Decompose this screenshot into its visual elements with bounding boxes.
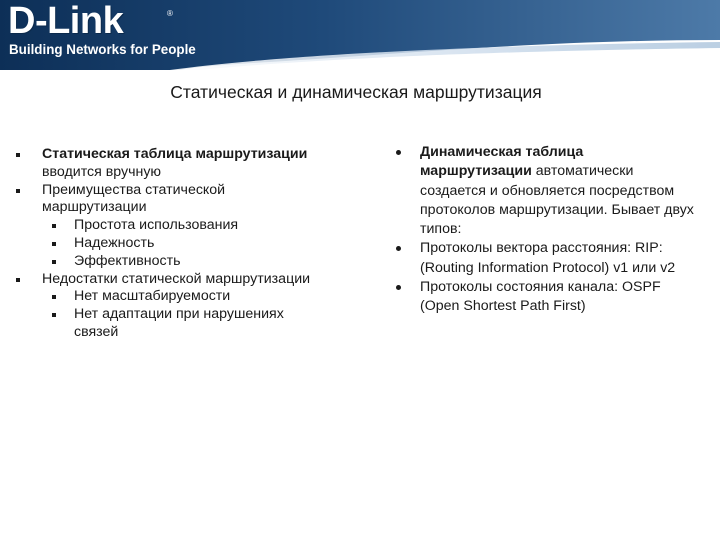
list-item <box>16 182 316 218</box>
list-item <box>16 146 316 182</box>
round-bullet-icon <box>396 285 401 290</box>
item-text: автоматически создается и обновляется посредством протоколов маршрутизации. Бывает двух типов: <box>420 163 694 238</box>
left-column <box>16 146 316 342</box>
list-item <box>396 239 696 278</box>
sub-item-text: Надежность <box>74 234 155 251</box>
square-bullet-icon <box>52 260 56 264</box>
square-bullet-icon <box>52 242 56 246</box>
sub-item-text: Нет адаптации при нарушениях связей <box>74 306 284 340</box>
square-bullet-icon <box>52 224 56 228</box>
list-item <box>396 278 696 317</box>
right-column <box>396 143 696 317</box>
square-bullet-icon <box>52 295 56 299</box>
list-item <box>16 271 316 289</box>
item-text: Протоколы вектора расстояния: RIP: (Routing Information Protocol) v1 или v2 <box>420 240 676 276</box>
logo-tagline: Building Networks for People <box>9 42 196 57</box>
item-bold-text: Статическая таблица маршрутизации <box>42 146 308 162</box>
sub-list-item <box>16 288 316 306</box>
item-text: Недостатки статической маршрутизации <box>42 270 311 287</box>
left-bullet-list <box>16 146 316 342</box>
slide-title: Статическая и динамическая маршрутизация <box>170 82 542 102</box>
logo-registered-mark: ® <box>167 9 173 18</box>
sub-list-item <box>16 217 316 235</box>
item-text: Преимущества статической маршрутизации <box>42 181 226 216</box>
square-bullet-icon <box>16 189 20 193</box>
square-bullet-icon <box>16 153 20 157</box>
sub-item-text: Эффективность <box>74 252 181 269</box>
item-text: Протоколы состояния канала: OSPF (Open Shortest Path First) <box>420 279 661 315</box>
sub-item-text: Простота использования <box>74 217 239 234</box>
sub-bullet-list <box>16 288 316 341</box>
square-bullet-icon <box>16 278 20 282</box>
square-bullet-icon <box>52 313 56 317</box>
sub-bullet-list <box>16 217 316 270</box>
sub-list-item <box>16 235 316 253</box>
sub-list-item <box>16 306 316 342</box>
round-bullet-icon <box>396 150 401 155</box>
item-text: вводится вручную <box>42 163 162 180</box>
sub-list-item <box>16 253 316 271</box>
round-bullet-icon <box>396 246 401 251</box>
sub-item-text: Нет масштабируемости <box>74 288 231 305</box>
list-item <box>396 143 696 239</box>
sub-list-container <box>16 288 316 341</box>
right-bullet-list <box>396 143 696 317</box>
sub-list-container <box>16 217 316 270</box>
logo-name: D-Link <box>8 0 124 42</box>
header-banner <box>0 0 720 70</box>
item-bold-text: Динамическая таблица маршрутизации <box>420 144 584 180</box>
